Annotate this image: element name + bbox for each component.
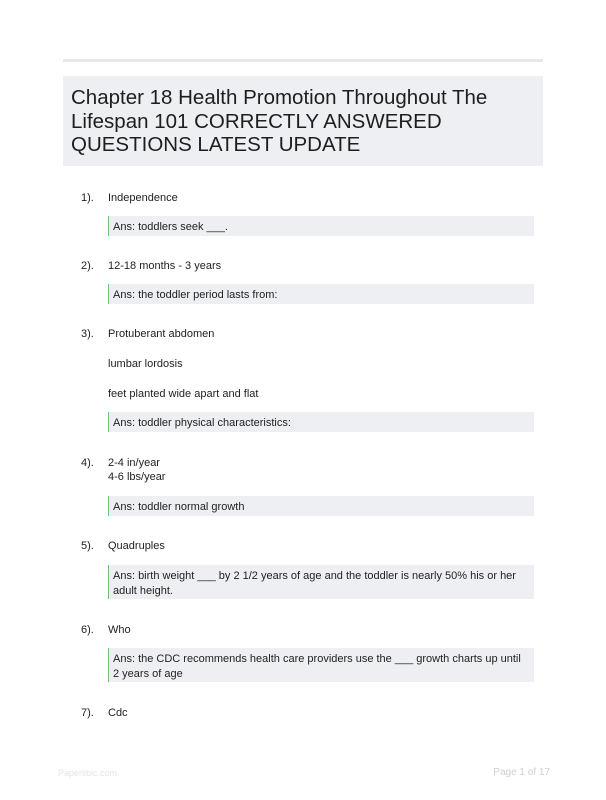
question-text [108, 259, 528, 273]
page-indicator: Page 1 of 17 [493, 767, 550, 778]
question-line: lumbar lordosis [108, 358, 183, 370]
question-line: Cdc [108, 707, 128, 719]
question-number: 6). [81, 624, 94, 636]
footer-watermark: Paperlibic.com [58, 768, 118, 778]
question-number: 3). [81, 328, 94, 340]
question-line: 12-18 months - 3 years [108, 260, 222, 272]
question-text [108, 191, 528, 205]
document-title: Chapter 18 Health Promotion Throughout The Lifespan 101 CORRECTLY ANSWERED QUESTIONS LATEST UPDATE [71, 86, 488, 156]
question-line: 4-6 lbs/year [108, 471, 166, 483]
question-number: 4). [81, 457, 94, 469]
question-line: Protuberant abdomen [108, 328, 215, 340]
question-number: 5). [81, 540, 94, 552]
question-number: 7). [81, 707, 94, 719]
question-number: 1). [81, 192, 94, 204]
answer-box-4: Ans: toddler normal growth [108, 496, 534, 516]
question-text [108, 327, 528, 401]
answer-box-2: Ans: the toddler period lasts from: [108, 284, 534, 304]
answer-box-5: Ans: birth weight ___ by 2 1/2 years of age and the toddler is nearly 50% his or her adult height. [108, 565, 534, 599]
question-line: Independence [108, 192, 178, 204]
question-number: 2). [81, 260, 94, 272]
top-divider [63, 59, 543, 62]
question-text [108, 706, 528, 720]
question-line: Who [108, 624, 131, 636]
title-box [63, 76, 543, 166]
question-text [108, 539, 528, 553]
question-line: Quadruples [108, 540, 165, 552]
answer-box-6: Ans: the CDC recommends health care providers use the ___ growth charts up until 2 years of age [108, 648, 534, 682]
question-text [108, 623, 528, 637]
question-line: 2-4 in/year [108, 457, 160, 469]
question-line: feet planted wide apart and flat [108, 388, 259, 400]
question-text [108, 456, 528, 484]
answer-box-1: Ans: toddlers seek ___. [108, 216, 534, 236]
answer-box-3: Ans: toddler physical characteristics: [108, 412, 534, 432]
